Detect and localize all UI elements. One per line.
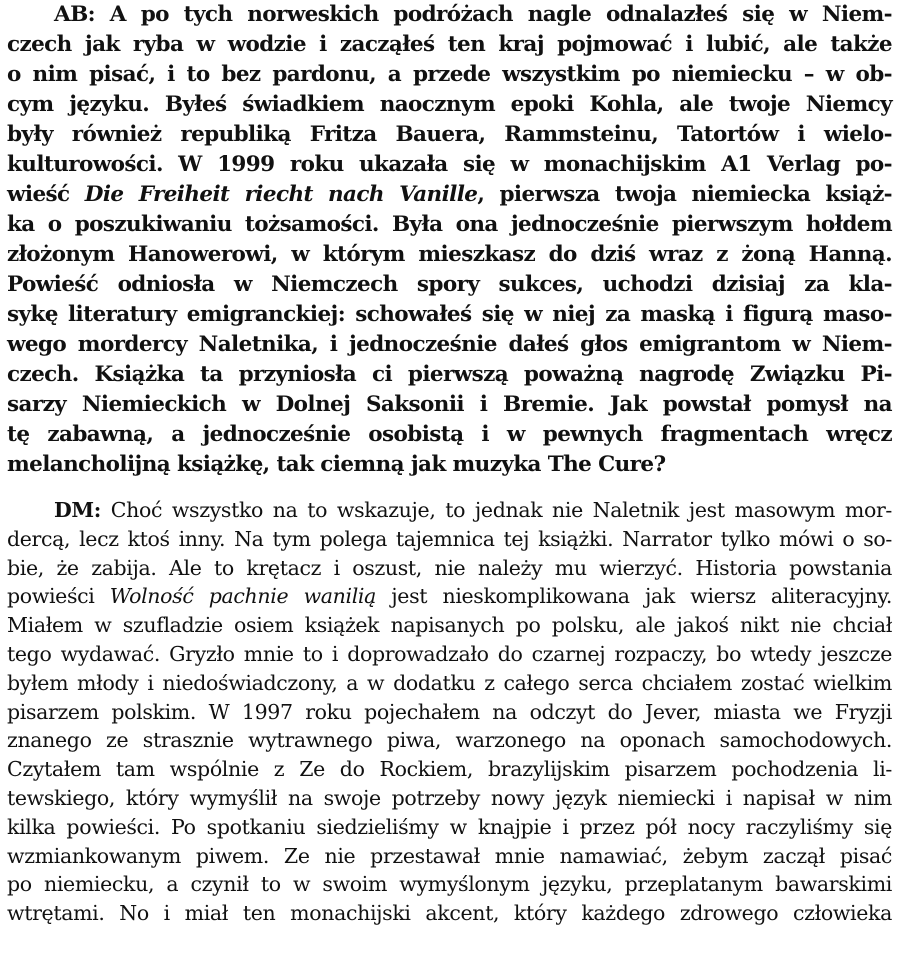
interviewer-question	[7, 0, 892, 480]
question-line: sarzy Niemieckich w Dolnej Saksonii i Bremie. Jak powstał pomysł na	[7, 392, 892, 417]
speaker-label-ab: AB:	[54, 2, 95, 27]
author-answer	[7, 496, 892, 928]
answer-line: bie, że zabija. Ale to krętacz i oszust, nie należy mu wierzyć. Historia powstania	[7, 555, 892, 580]
question-line: cym języku. Byłeś świadkiem naocznym epoki Kohla, ale twoje Niemcy	[7, 92, 892, 117]
question-line	[7, 0, 892, 30]
question-line	[7, 180, 892, 210]
question-line: czech. Książka ta przyniosła ci pierwszą poważną nagrodę Związku Pi-	[7, 362, 892, 387]
answer-line: byłem młody i niedoświadczony, a w dodatku z całego serca chciałem zostać wielkim	[7, 670, 892, 695]
question-line: wego mordercy Naletnika, i jednocześnie dałeś głos emigrantom w Niem-	[7, 332, 892, 357]
question-line: były również republiką Fritza Bauera, Rammsteinu, Tatortów i wielo-	[7, 122, 892, 147]
question-line-text: A po tych norweskich podróżach nagle odnalazłeś się w Niem-	[95, 2, 892, 27]
question-line: o nim pisać, i to bez pardonu, a przede wszystkim po niemiecku – w ob-	[7, 62, 892, 87]
answer-line: wtrętami. No i miał ten monachijski akcent, który każdego zdrowego człowieka	[7, 901, 892, 926]
question-text: wieść	[7, 182, 85, 207]
question-line: melancholijną książkę, tak ciemną jak muzyka The Cure?	[7, 452, 666, 477]
book-title-german: Die Freiheit riecht nach Vanille	[84, 182, 478, 207]
answer-line: pisarzem polskim. W 1997 roku pojechałem na odczyt do Jever, miasta we Fryzji	[7, 699, 892, 724]
answer-line: znanego ze strasznie wytrawnego piwa, warzonego na oponach samochodowych.	[7, 728, 892, 753]
question-line: złożonym Hanowerowi, w którym mieszkasz do dziś wraz z żoną Hanną.	[7, 242, 892, 267]
answer-line-text: Choć wszystko na to wskazuje, to jednak nie Naletnik jest masowym mor-	[101, 498, 892, 522]
answer-line: tego wydawać. Gryzło mnie to i doprowadzało do czarnej rozpaczy, bo wtedy jeszcze	[7, 641, 892, 666]
answer-line: wzmiankowanym piwem. Ze nie przestawał mnie namawiać, żebym zaczął pisać	[7, 843, 892, 868]
question-line: tę zabawną, a jednocześnie osobistą i w pewnych fragmentach wręcz	[7, 422, 892, 447]
answer-line	[7, 582, 892, 611]
answer-line	[7, 496, 892, 525]
question-line: czech jak ryba w wodzie i zacząłeś ten kraj pojmować i lubić, ale także	[7, 32, 892, 57]
question-line: Powieść odniosła w Niemczech spory sukces, uchodzi dzisiaj za kla-	[7, 272, 892, 297]
answer-line: kilka powieści. Po spotkaniu siedzieliśmy w knajpie i przez pół nocy raczyliśmy się	[7, 814, 892, 839]
answer-line: Miałem w szufladzie osiem książek napisanych po polsku, ale jakoś nikt nie chciał	[7, 613, 892, 638]
question-line: ka o poszukiwaniu tożsamości. Była ona jednocześnie pierwszym hołdem	[7, 212, 892, 237]
answer-line: dercą, lecz ktoś inny. Na tym polega tajemnica tej książki. Narrator tylko mówi o so-	[7, 526, 892, 551]
paragraph-gap	[7, 480, 892, 496]
question-line: sykę literatury emigranckiej: schowałeś się w niej za maską i figurą maso-	[7, 302, 892, 327]
speaker-label-dm: DM:	[54, 498, 101, 522]
answer-line: tewskiego, który wymyślił na swoje potrzeby nowy język niemiecki i napisał w nim	[7, 785, 892, 810]
question-line: kulturowości. W 1999 roku ukazała się w monachijskim A1 Verlag po-	[7, 152, 892, 177]
answer-line: po niemiecku, a czynił to w swoim wymyślonym języku, przeplatanym bawarskimi	[7, 872, 892, 897]
answer-text: powieści	[7, 584, 110, 609]
answer-line: Czytałem tam wspólnie z Ze do Rockiem, brazylijskim pisarzem pochodzenia li-	[7, 757, 892, 782]
question-text: , pierwsza twoja niemiecka książ-	[477, 182, 893, 207]
answer-text: jest nieskomplikowana jak wiersz aliteracyjny.	[375, 584, 893, 609]
book-title-polish: Wolność pachnie wanilią	[109, 584, 376, 609]
